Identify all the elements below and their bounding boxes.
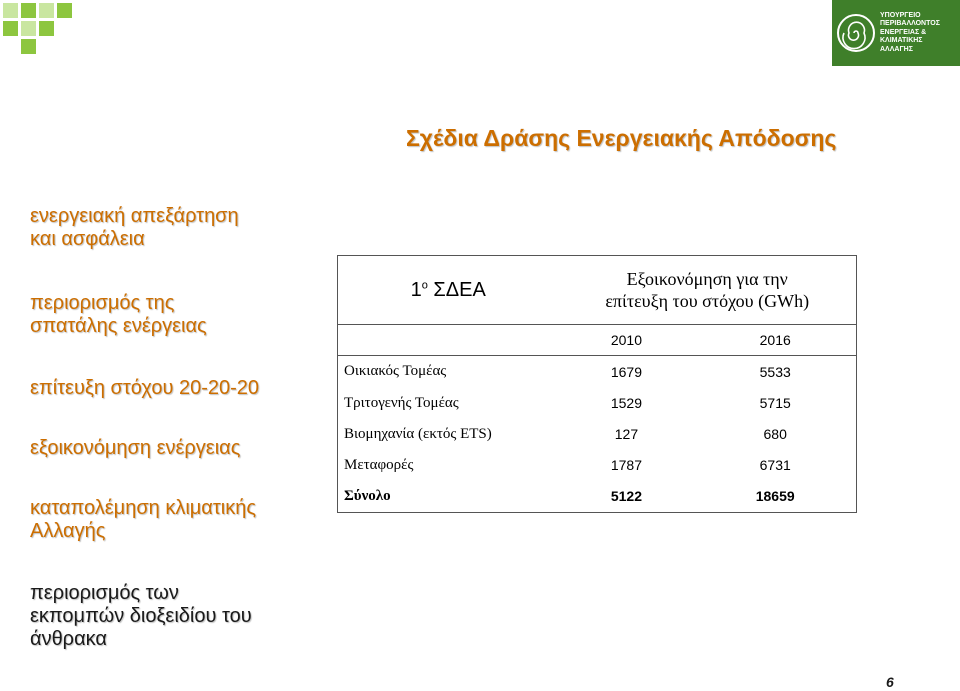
ministry-logo [832,0,960,66]
bullet-item: καταπολέμηση κλιματικής Αλλαγής [30,497,256,542]
table-years-row [338,325,857,356]
table-header-description: Εξοικονόμηση για την επίτευξη του στόχου (GWh) [605,269,810,312]
table-row: Τριτογενής Τομέας 1529 5715 [344,394,791,412]
spiral-emblem-icon [836,13,876,53]
page-number: 6 [886,674,894,690]
bullet-item: περιορισμός της σπατάλης ενέργειας [30,292,207,337]
table-total-row: Σύνολο 5122 18659 [344,487,795,505]
logo-text: ΥΠΟΥΡΓΕΙΟ ΠΕΡΙΒΑΛΛΟΝΤΟΣ ΕΝΕΡΓΕΙΑΣ & ΚΛΙΜΑΤΙΚΗΣ ΑΛΛΑΓΗΣ [880,11,940,53]
table-row: Μεταφορές 1787 6731 [344,456,791,474]
year-2016: 2016 [694,325,856,356]
table-header-sdea: $1^o$ ΣΔΕΑ [410,278,486,301]
bullet-item: εξοικονόμηση ενέργειας [30,437,241,459]
bullet-item: περιορισμός των εκπομπών διοξειδίου του άνθρακα [30,582,252,650]
year-2010: 2010 [558,325,694,356]
bullet-item: επίτευξη στόχου 20-20-20 [30,377,260,399]
page-title: Σχέδια Δράσης Ενεργειακής Απόδοσης [406,125,837,151]
savings-table [337,255,857,513]
bullet-item: ενεργειακή απεξάρτηση και ασφάλεια [30,205,239,250]
table-row: Οικιακός Τομέας 1679 5533 [344,363,791,380]
decorative-squares [0,0,80,60]
table-header-row [338,256,857,325]
table-row: Βιομηχανία (εκτός ETS) 127 680 [344,425,787,443]
